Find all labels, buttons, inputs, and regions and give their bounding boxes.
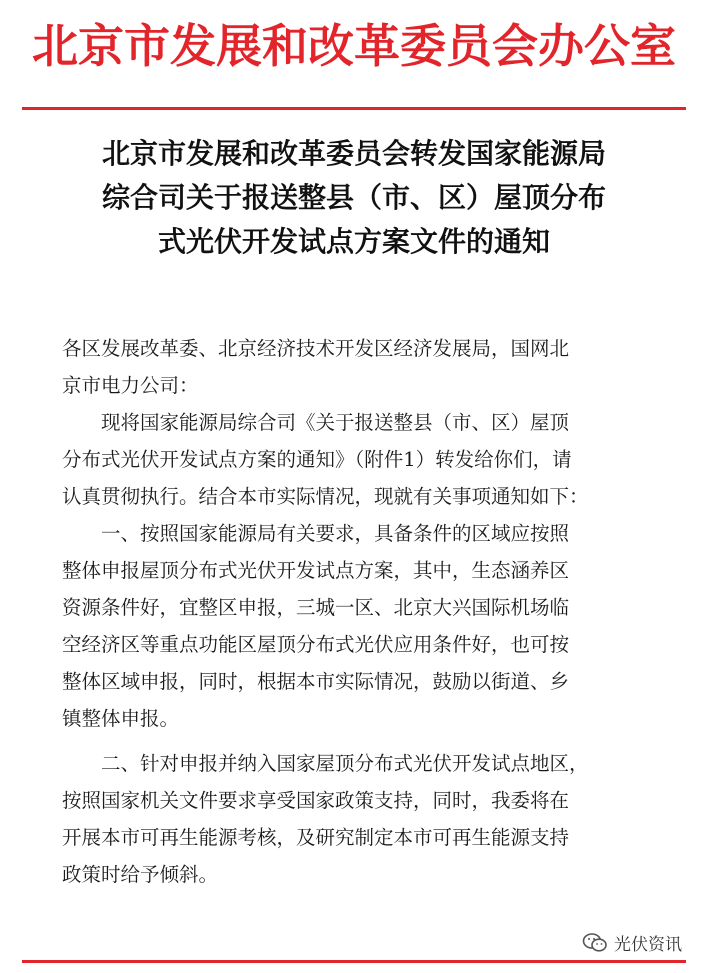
- body-line: 二、针对申报并纳入国家屋顶分布式光伏开发试点地区，: [62, 752, 589, 775]
- body-line: 整体区域申报，同时，根据本市实际情况，鼓励以街道、乡: [62, 670, 570, 693]
- watermark: [578, 928, 686, 957]
- footer-red-rule: [22, 960, 686, 963]
- title-line: 北京市发展和改革委员会转发国家能源局: [101, 137, 606, 170]
- body-line-recipients: 各区发展改革委、北京经济技术开发区经济发展局，国网北: [62, 337, 570, 360]
- document-title: [40, 132, 668, 264]
- body-line: 整体申报屋顶分布式光伏开发试点方案，其中，生态涵养区: [62, 559, 570, 582]
- body-line: 认真贯彻执行。结合本市实际情况，现就有关事项通知如下：: [62, 485, 589, 508]
- body-line: 资源条件好，宜整区申报，三城一区、北京大兴国际机场临: [62, 596, 570, 619]
- watermark-text: 光伏资讯: [614, 935, 682, 955]
- wechat-icon: [582, 932, 608, 954]
- body-line: 镇整体申报。: [62, 707, 180, 730]
- title-line: 综合司关于报送整县（市、区）屋顶分布: [101, 181, 606, 214]
- body-line: 按照国家机关文件要求享受国家政策支持，同时，我委将在: [62, 789, 570, 812]
- body-line: 现将国家能源局综合司《关于报送整县（市、区）屋顶: [62, 411, 570, 434]
- letterhead-red-rule: [22, 107, 686, 110]
- body-line: 空经济区等重点功能区屋顶分布式光伏应用条件好，也可按: [62, 633, 570, 656]
- body-line: 分布式光伏开发试点方案的通知》（附件1）转发给你们，请: [62, 448, 572, 471]
- title-line: 式光伏开发试点方案文件的通知: [157, 225, 550, 258]
- body-line-recipients: 京市电力公司：: [62, 374, 199, 397]
- body-line: 开展本市可再生能源考核，及研究制定本市可再生能源支持: [62, 826, 570, 849]
- document-body: [62, 330, 652, 893]
- letterhead-org-name: 北京市发展和改革委员会办公室: [32, 19, 676, 73]
- body-line: 政策时给予倾斜。: [62, 863, 219, 886]
- body-line: 一、按照国家能源局有关要求，具备条件的区域应按照: [62, 522, 570, 545]
